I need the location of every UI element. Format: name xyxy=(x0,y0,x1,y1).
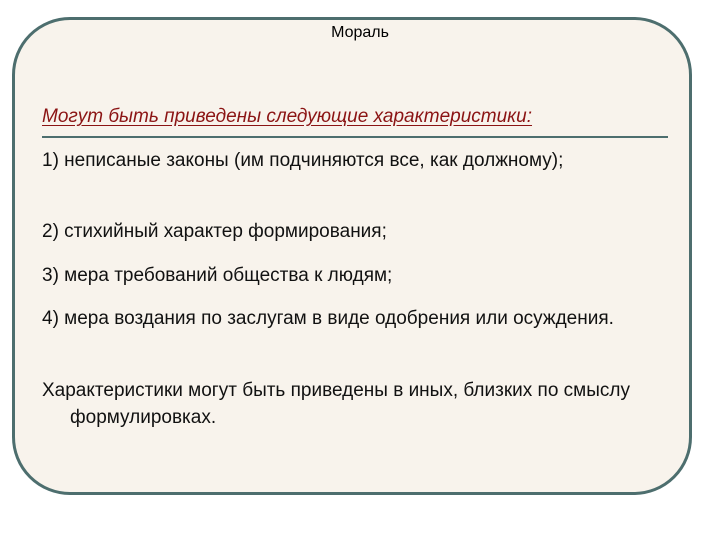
divider-line xyxy=(42,136,668,138)
slide-subtitle: Могут быть приведены следующие характеристики: xyxy=(42,106,533,127)
list-item-1: 1) неписаные законы (им подчиняются все, как должному); xyxy=(42,150,564,171)
list-item-3: 3) мера требований общества к людям; xyxy=(42,265,393,286)
closing-note: Характеристики могут быть приведены в иных, близких по смыслу формулировках. xyxy=(42,380,630,428)
slide-title: Мораль xyxy=(331,24,389,41)
list-item-2: 2) стихийный характер формирования; xyxy=(42,221,387,242)
list-item-4: 4) мера воздания по заслугам в виде одобрения или осуждения. xyxy=(42,308,614,329)
